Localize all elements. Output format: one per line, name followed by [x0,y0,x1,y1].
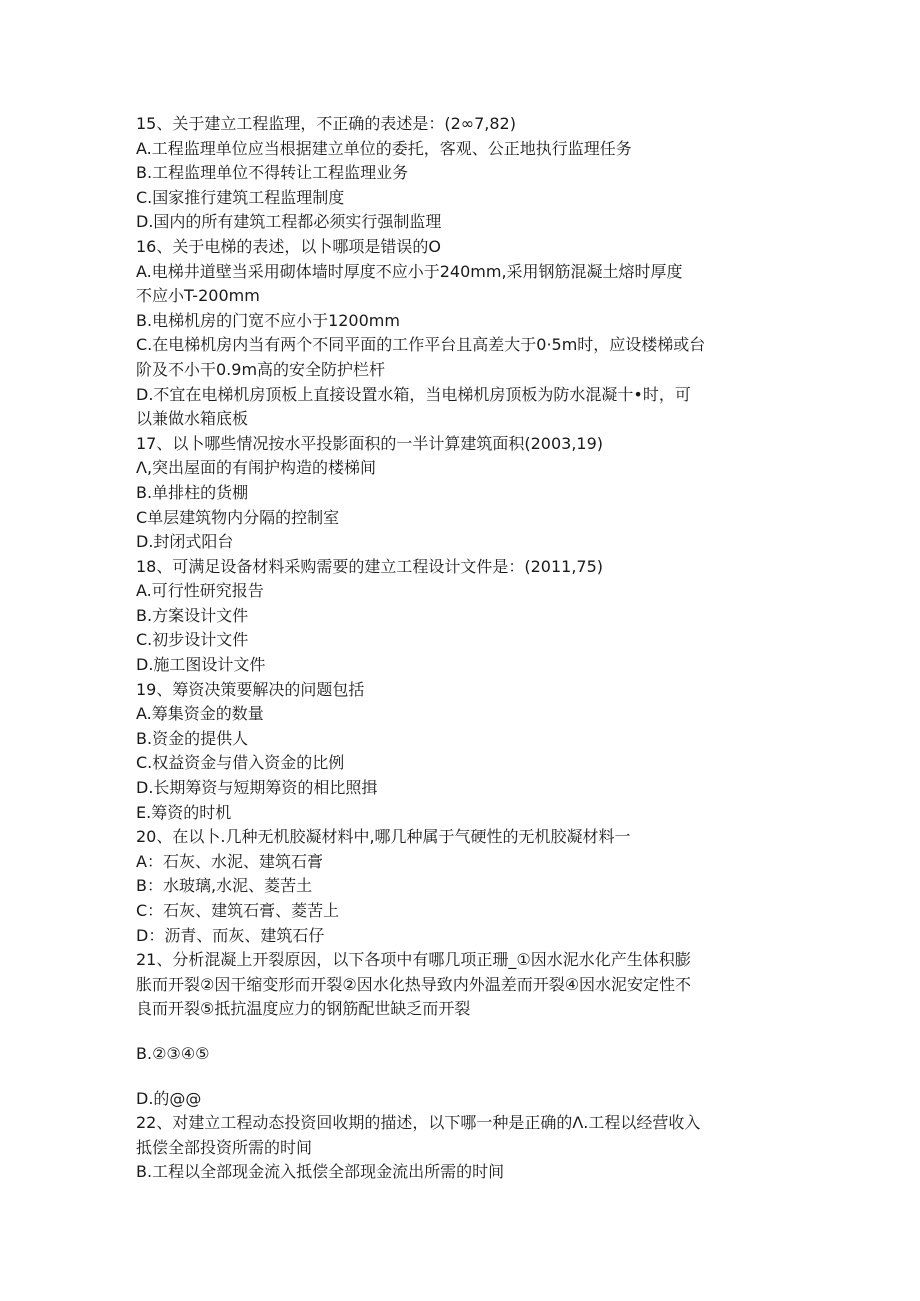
q19-option-e: E.筹资的时机 [136,802,232,822]
q20-option-c: C：石灰、建筑石膏、菱苦上 [136,901,340,920]
q15-stem: 15、关于建立工程监理，不正确的表述是：(2∞7,82) [136,114,516,133]
document-body [136,112,786,1185]
q17-option-b: B.单排柱的货棚 [136,482,249,502]
q20-option-b: B：水玻璃,水泥、菱苦土 [136,876,313,896]
q16-option-a-cont: 不应小T-200mm [136,286,260,306]
q22-stem-cont: 抵偿全部投资所需的时间 [136,1137,313,1157]
q18-option-c: C.初步设计文件 [136,630,249,650]
q17-stem: 17、以卜哪些情况按水平投影面积的一半计算建筑面积(2003,19) [136,433,604,453]
q16-stem: 16、关于电梯的表述，以卜哪项是错误的O [136,236,441,256]
q16-option-d: D.不宜在电梯机房顶板上直接设置水箱，当电梯机房顶板为防水混凝十•时，可 [136,384,691,404]
q19-stem: 19、筹资决策要解决的问题包括 [136,679,365,699]
q18-option-a: A.可行性研究报告 [136,581,264,601]
q17-option-a: Λ,突出屋面的有闱护构造的楼梯间 [136,458,377,478]
q15-option-a: A.工程监理单位应当根据建立单位的委托，客观、公正地执行监理任务 [136,138,632,158]
q16-option-c-cont: 阶及不小干0.9m高的安全防护栏杆 [136,359,386,379]
spacer [136,1067,786,1087]
q17-option-c: C单层建筑物内分隔的控制室 [136,507,340,527]
q17-option-d: D.封闭式阳台 [136,532,234,552]
q18-option-d: D.施工图设计文件 [136,655,266,675]
q16-option-d-cont: 以兼做水箱底板 [136,409,249,429]
q15-option-c: C.国家推行建筑工程监理制度 [136,187,345,207]
q21-stem-cont-2: 良而开裂⑤抵抗温度应力的钢筋配世缺乏而开裂 [136,999,471,1019]
q19-option-c: C.权益资金与借入资金的比例 [136,753,345,773]
q22-stem: 22、对建立工程动态投资回收期的描述，以下哪一种是正确的Λ.工程以经营收入 [136,1113,701,1133]
q15-option-d: D.国内的所有建筑工程都必须实行强制监理 [136,212,442,232]
q16-option-c: C.在电梯机房内当有两个不同平面的工作平台且高差大于0·5m时，应设楼梯或台 [136,335,706,355]
q20-option-a: A：石灰、水泥、建筑石膏 [136,851,323,871]
spacer [136,1022,786,1042]
q21-stem-cont-1: 胀而开裂②因干缩变形而开裂②因水化热导致内外温差而开裂④因水泥安定性不 [136,974,692,994]
q15-option-b: B.工程监理单位不得转让工程监理业务 [136,163,409,183]
q19-option-d: D.长期筹资与短期筹资的相比照揖 [136,778,378,798]
q19-option-b: B.资金的提供人 [136,728,249,748]
q16-option-a: A.电梯井道壁当采用砌体墙时厚度不应小于240mm,采用钢筋混凝土熔时厚度 [136,261,683,281]
q18-stem: 18、可满足设备材料采购需要的建立工程设计文件是：(2011,75) [136,556,604,576]
q21-stem: 21、分析混凝上开裂原因，以下各项中有哪几项正珊_①因水泥水化产生体积膨 [136,950,691,970]
q22-option-b: B.工程以全部现金流入抵偿全部现金流出所需的时间 [136,1162,505,1182]
q18-option-b: B.方案设计文件 [136,605,249,625]
q19-option-a: A.筹集资金的数量 [136,704,264,724]
q20-stem: 20、在以卜.几种无机胶凝材料中,哪几种属于气硬性的无机胶凝材料一 [136,827,631,847]
q21-option-d: D.的@@ [136,1088,202,1108]
q21-option-b: B.②③④⑤ [136,1043,210,1063]
q16-option-b: B.电梯机房的门宽不应小于1200mm [136,310,400,330]
q20-option-d: D：沥青、而灰、建筑石仔 [136,925,325,945]
